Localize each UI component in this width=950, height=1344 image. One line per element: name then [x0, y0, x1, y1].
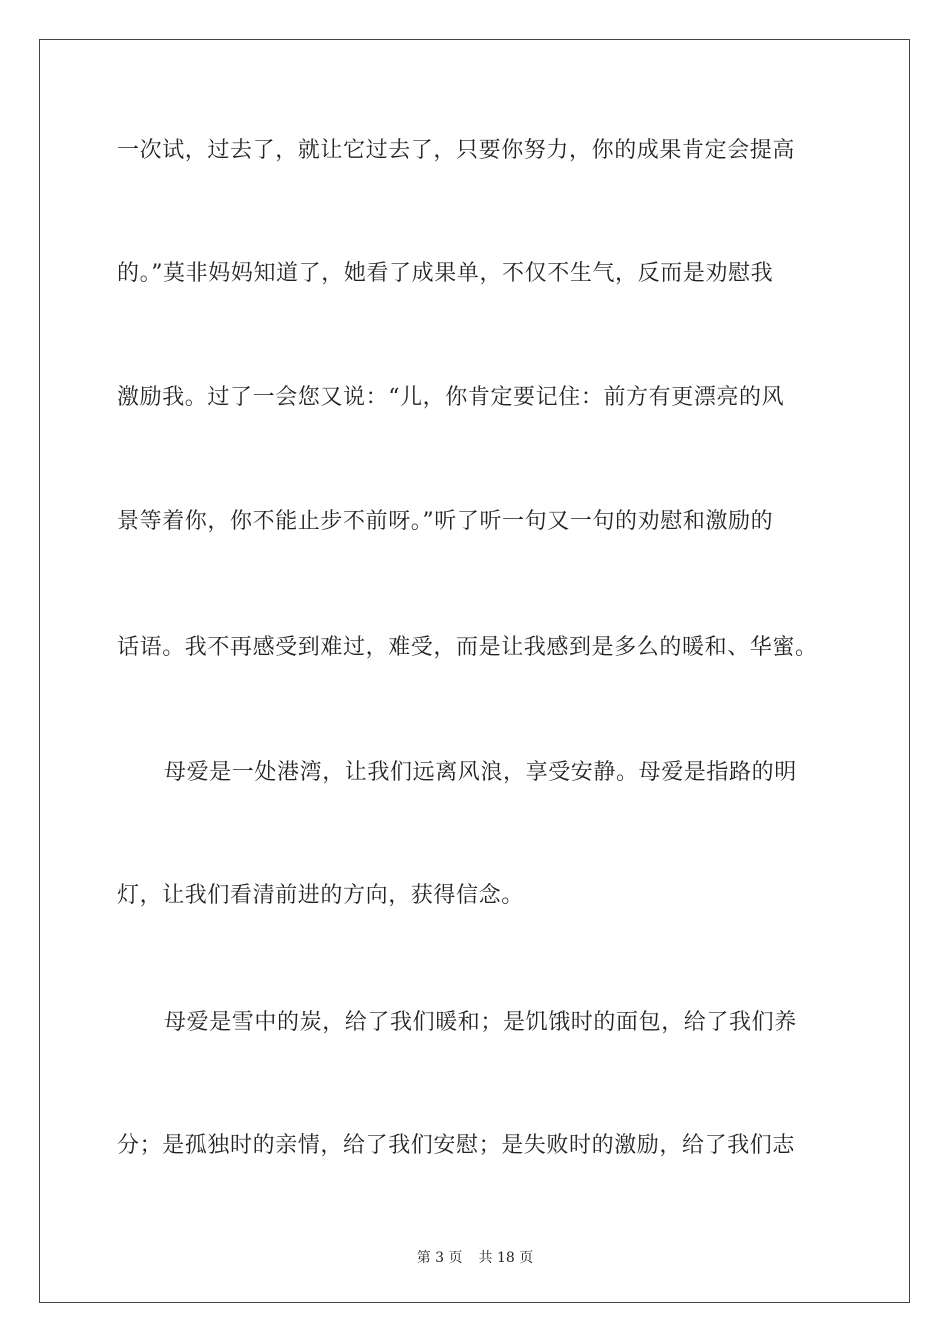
page-number: 第 3 页 — [416, 1250, 463, 1266]
paragraph-start-1: 母爱是一处港湾，让我们远离风浪，享受安静。母爱是指路的明 — [164, 760, 797, 785]
text-line-4: 景等着你，你不能止步不前呀。”听了听一句又一句的劝慰和激励的 — [117, 509, 774, 534]
text-line-1: 一次试，过去了，就让它过去了，只要你努力，你的成果肯定会提高 — [117, 138, 796, 163]
text-line-3: 激励我。过了一会您又说：“儿，你肯定要记住：前方有更漂亮的风 — [117, 385, 785, 410]
total-pages: 共 18 页 — [478, 1250, 534, 1266]
text-line-5: 话语。我不再感受到难过，难受，而是让我感到是多么的暖和、华蜜。 — [117, 635, 818, 660]
text-line-7: 灯，让我们看清前进的方向，获得信念。 — [117, 883, 524, 908]
text-line-9: 分；是孤独时的亲情，给了我们安慰；是失败时的激励，给了我们志 — [117, 1133, 796, 1158]
page-border — [39, 39, 910, 1303]
page-footer — [0, 1248, 950, 1268]
paragraph-start-2: 母爱是雪中的炭，给了我们暖和；是饥饿时的面包，给了我们养 — [164, 1010, 797, 1035]
text-line-2: 的。”莫非妈妈知道了，她看了成果单，不仅不生气，反而是劝慰我 — [117, 261, 774, 286]
